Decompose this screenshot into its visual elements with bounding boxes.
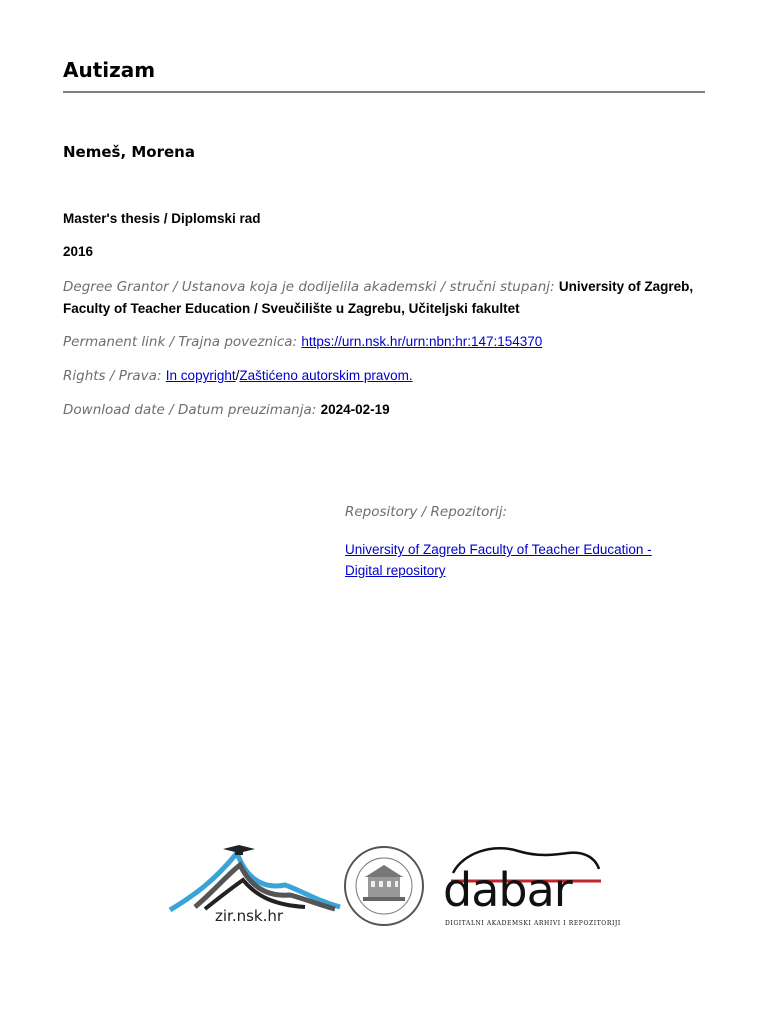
download-date-label: Download date / Datum preuzimanja: [63, 402, 317, 418]
permanent-link-row [63, 331, 542, 353]
permanent-link[interactable]: https://urn.nsk.hr/urn:nbn:hr:147:154370 [301, 334, 543, 349]
zir-text: zir.nsk.hr [215, 907, 284, 925]
download-date-value: 2024-02-19 [320, 402, 390, 417]
document-title: Autizam [63, 58, 156, 82]
author-name: Nemeš, Morena [63, 143, 195, 161]
university-seal-icon [343, 845, 425, 927]
zir-mountains-icon [165, 835, 345, 915]
dabar-subtitle: DIGITALNI AKADEMSKI ARHIVI I REPOZITORIJI [445, 920, 621, 927]
download-date-row [63, 399, 390, 421]
title-divider [63, 91, 705, 93]
thesis-type: Master's thesis / Diplomski rad [63, 211, 261, 226]
degree-grantor-value: University of Zagreb, Faculty of Teacher Education / Sveučilište u Zagrebu, Učiteljski fakultet [63, 279, 694, 316]
rights-label: Rights / Prava: [63, 368, 162, 384]
year: 2016 [63, 244, 94, 259]
dabar-logo[interactable] [443, 843, 621, 933]
repository-label: Repository / Repozitorij: [345, 504, 508, 520]
permanent-link-label: Permanent link / Trajna poveznica: [63, 334, 298, 350]
zir-logo[interactable] [165, 835, 345, 933]
rights-link-zasticeno[interactable]: Zaštićeno autorskim pravom. [239, 368, 413, 383]
logos-row [165, 835, 621, 935]
degree-grantor-label: Degree Grantor / Ustanova koja je dodijelila akademski / stručni stupanj: [63, 279, 555, 295]
repository-link[interactable]: University of Zagreb Faculty of Teacher Education - Digital repository [345, 542, 652, 578]
rights-link-in-copyright[interactable]: In copyright [165, 368, 236, 383]
rights-separator: / [235, 368, 240, 383]
degree-grantor [63, 276, 703, 320]
rights-row [63, 365, 413, 387]
dabar-wordmark: dabar [443, 863, 572, 917]
